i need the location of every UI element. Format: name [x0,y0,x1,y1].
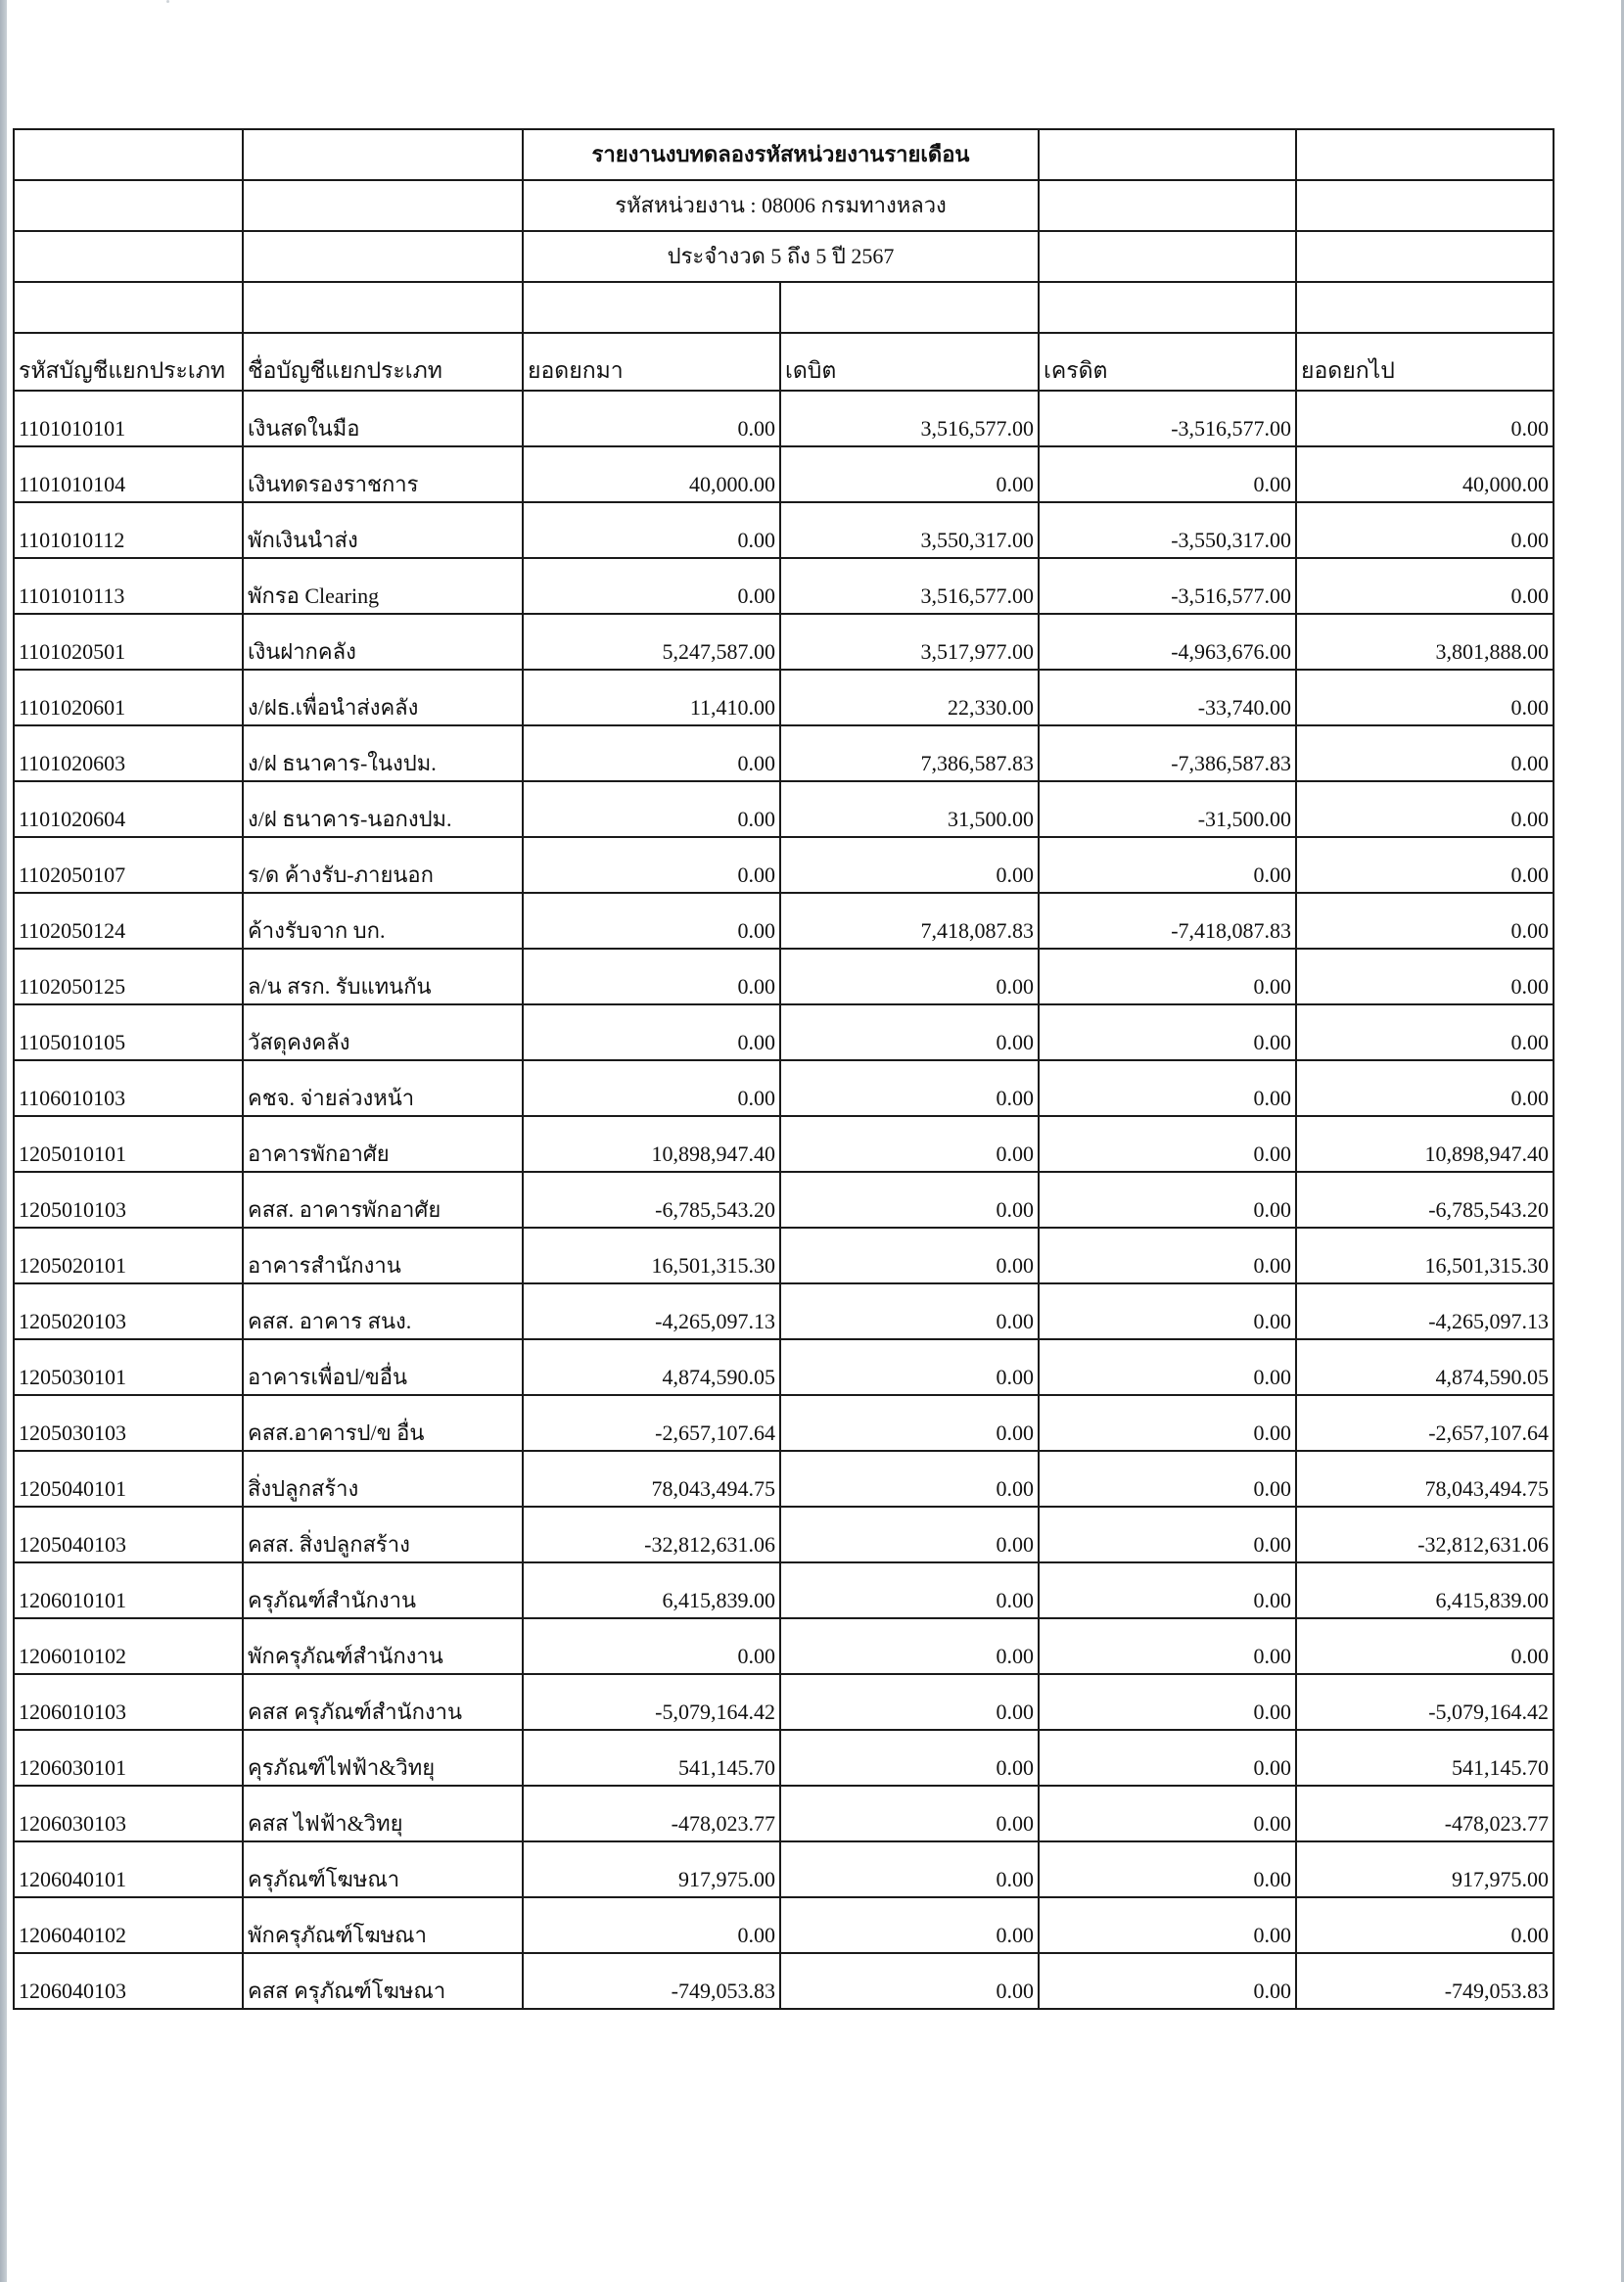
account-name: พักรอ Clearing [243,558,523,614]
carried-forward-value: 6,415,839.00 [1296,1562,1554,1618]
carried-forward-value: -5,079,164.42 [1296,1674,1554,1730]
account-name: พักเงินนำส่ง [243,502,523,558]
credit-value: 0.00 [1039,1395,1296,1451]
debit-value: 0.00 [780,1953,1039,2009]
credit-value: -31,500.00 [1039,781,1296,837]
brought-forward-value: 6,415,839.00 [523,1562,780,1618]
debit-value: 0.00 [780,837,1039,893]
table-row [14,1953,1554,2009]
account-name: ง/ฝธ.เพื่อนำส่งคลัง [243,670,523,725]
debit-value: 0.00 [780,949,1039,1004]
table-row [14,1116,1554,1172]
credit-value: 0.00 [1039,1897,1296,1953]
scan-speck [166,0,169,3]
header-credit: เครดิต [1039,333,1296,391]
credit-value: 0.00 [1039,1786,1296,1841]
account-code: 1205010103 [14,1172,243,1228]
brought-forward-value: 0.00 [523,1060,780,1116]
credit-value: 0.00 [1039,1283,1296,1339]
carried-forward-value: 0.00 [1296,391,1554,446]
credit-value: 0.00 [1039,1172,1296,1228]
brought-forward-value: -5,079,164.42 [523,1674,780,1730]
brought-forward-value: 4,874,590.05 [523,1339,780,1395]
account-code: 1102050107 [14,837,243,893]
empty-cell [1039,231,1296,282]
account-code: 1206030103 [14,1786,243,1841]
account-name: พักครุภัณฑ์สำนักงาน [243,1618,523,1674]
account-name: ครุภัณฑ์สำนักงาน [243,1562,523,1618]
account-code: 1206010101 [14,1562,243,1618]
account-code: 1101020601 [14,670,243,725]
account-code: 1205030101 [14,1339,243,1395]
debit-value: 3,517,977.00 [780,614,1039,670]
table-row [14,1060,1554,1116]
debit-value: 0.00 [780,1283,1039,1339]
empty-cell [1296,231,1554,282]
account-name: คสส ครุภัณฑ์โฆษณา [243,1953,523,2009]
account-code: 1206010102 [14,1618,243,1674]
report-period-row [14,231,1554,282]
table-row [14,502,1554,558]
brought-forward-value: -32,812,631.06 [523,1507,780,1562]
empty-cell [14,129,243,180]
account-code: 1206040101 [14,1841,243,1897]
report-title-row [14,129,1554,180]
debit-value: 31,500.00 [780,781,1039,837]
account-name: ครุภัณฑ์โฆษณา [243,1841,523,1897]
debit-value: 3,516,577.00 [780,558,1039,614]
credit-value: 0.00 [1039,1674,1296,1730]
debit-value: 0.00 [780,1618,1039,1674]
debit-value: 0.00 [780,1674,1039,1730]
credit-value: 0.00 [1039,1004,1296,1060]
brought-forward-value: 0.00 [523,725,780,781]
brought-forward-value: 0.00 [523,949,780,1004]
carried-forward-value: 0.00 [1296,893,1554,949]
account-name: เงินฝากคลัง [243,614,523,670]
carried-forward-value: 0.00 [1296,670,1554,725]
empty-cell [243,282,523,333]
debit-value: 0.00 [780,1339,1039,1395]
carried-forward-value: 0.00 [1296,781,1554,837]
account-name: อาคารพักอาศัย [243,1116,523,1172]
carried-forward-value: 0.00 [1296,949,1554,1004]
table-row [14,1730,1554,1786]
account-code: 1105010105 [14,1004,243,1060]
debit-value: 0.00 [780,1060,1039,1116]
carried-forward-value: 0.00 [1296,1618,1554,1674]
debit-value: 0.00 [780,1897,1039,1953]
account-code: 1102050125 [14,949,243,1004]
carried-forward-value: -6,785,543.20 [1296,1172,1554,1228]
debit-value: 0.00 [780,1172,1039,1228]
account-code: 1102050124 [14,893,243,949]
carried-forward-value: 0.00 [1296,1004,1554,1060]
debit-value: 0.00 [780,1507,1039,1562]
brought-forward-value: 0.00 [523,391,780,446]
brought-forward-value: -4,265,097.13 [523,1283,780,1339]
account-code: 1205040103 [14,1507,243,1562]
empty-cell [1039,180,1296,231]
brought-forward-value: 541,145.70 [523,1730,780,1786]
account-name: วัสดุคงคลัง [243,1004,523,1060]
account-code: 1206030101 [14,1730,243,1786]
debit-value: 0.00 [780,1004,1039,1060]
empty-cell [14,231,243,282]
carried-forward-value: -749,053.83 [1296,1953,1554,2009]
debit-value: 0.00 [780,1116,1039,1172]
empty-cell [14,180,243,231]
brought-forward-value: 16,501,315.30 [523,1228,780,1283]
account-code: 1101010113 [14,558,243,614]
table-row [14,725,1554,781]
credit-value: 0.00 [1039,837,1296,893]
empty-cell [243,180,523,231]
carried-forward-value: 3,801,888.00 [1296,614,1554,670]
account-code: 1101020603 [14,725,243,781]
debit-value: 7,418,087.83 [780,893,1039,949]
table-row [14,1283,1554,1339]
debit-value: 0.00 [780,1562,1039,1618]
brought-forward-value: 78,043,494.75 [523,1451,780,1507]
carried-forward-value: 541,145.70 [1296,1730,1554,1786]
credit-value: 0.00 [1039,1060,1296,1116]
account-code: 1206040102 [14,1897,243,1953]
debit-value: 0.00 [780,1451,1039,1507]
table-row [14,1339,1554,1395]
credit-value: 0.00 [1039,446,1296,502]
brought-forward-value: 11,410.00 [523,670,780,725]
credit-value: 0.00 [1039,1116,1296,1172]
table-row [14,1618,1554,1674]
brought-forward-value: -478,023.77 [523,1786,780,1841]
carried-forward-value: 0.00 [1296,558,1554,614]
carried-forward-value: -4,265,097.13 [1296,1283,1554,1339]
carried-forward-value: -2,657,107.64 [1296,1395,1554,1451]
carried-forward-value: -32,812,631.06 [1296,1507,1554,1562]
header-debit: เดบิต [780,333,1039,391]
table-row [14,1786,1554,1841]
credit-value: 0.00 [1039,1953,1296,2009]
credit-value: 0.00 [1039,1339,1296,1395]
credit-value: -4,963,676.00 [1039,614,1296,670]
trial-balance-table [13,128,1554,2010]
debit-value: 0.00 [780,1395,1039,1451]
table-row [14,893,1554,949]
account-code: 1206010103 [14,1674,243,1730]
brought-forward-value: 0.00 [523,837,780,893]
carried-forward-value: 4,874,590.05 [1296,1339,1554,1395]
carried-forward-value: 40,000.00 [1296,446,1554,502]
account-name: คสส.อาคารป/ข อื่น [243,1395,523,1451]
column-header-row [14,333,1554,391]
debit-value: 3,550,317.00 [780,502,1039,558]
table-row [14,670,1554,725]
brought-forward-value: 0.00 [523,558,780,614]
table-row [14,781,1554,837]
account-code: 1205030103 [14,1395,243,1451]
scan-border-left [0,0,7,2282]
brought-forward-value: 10,898,947.40 [523,1116,780,1172]
debit-value: 0.00 [780,1730,1039,1786]
account-name: คสส. อาคาร สนง. [243,1283,523,1339]
header-carried-forward: ยอดยกไป [1296,333,1554,391]
carried-forward-value: -478,023.77 [1296,1786,1554,1841]
table-row [14,1004,1554,1060]
empty-cell [1296,129,1554,180]
account-code: 1101020604 [14,781,243,837]
brought-forward-value: 0.00 [523,781,780,837]
credit-value: -7,418,087.83 [1039,893,1296,949]
account-name: คชจ. จ่ายล่วงหน้า [243,1060,523,1116]
credit-value: -3,550,317.00 [1039,502,1296,558]
account-code: 1101010101 [14,391,243,446]
brought-forward-value: -749,053.83 [523,1953,780,2009]
header-code: รหัสบัญชีแยกประเภท [14,333,243,391]
debit-value: 0.00 [780,1786,1039,1841]
brought-forward-value: 917,975.00 [523,1841,780,1897]
account-name: เงินสดในมือ [243,391,523,446]
table-row [14,1897,1554,1953]
account-name: คสส ไฟฟ้า&วิทยุ [243,1786,523,1841]
table-row [14,1841,1554,1897]
brought-forward-value: -6,785,543.20 [523,1172,780,1228]
table-row [14,837,1554,893]
debit-value: 0.00 [780,446,1039,502]
empty-cell [780,282,1039,333]
account-name: พักครุภัณฑ์โฆษณา [243,1897,523,1953]
brought-forward-value: 0.00 [523,893,780,949]
account-code: 1206040103 [14,1953,243,2009]
account-name: ง/ฝ ธนาคาร-ในงปม. [243,725,523,781]
empty-cell [243,231,523,282]
table-row [14,391,1554,446]
debit-value: 7,386,587.83 [780,725,1039,781]
account-name: คสส ครุภัณฑ์สำนักงาน [243,1674,523,1730]
carried-forward-value: 0.00 [1296,502,1554,558]
empty-cell [1039,282,1296,333]
carried-forward-value: 0.00 [1296,837,1554,893]
account-name: ล/น สรก. รับแทนกัน [243,949,523,1004]
brought-forward-value: -2,657,107.64 [523,1395,780,1451]
table-row [14,1562,1554,1618]
blank-row [14,282,1554,333]
account-name: ร/ด ค้างรับ-ภายนอก [243,837,523,893]
account-name: เงินทดรองราชการ [243,446,523,502]
report-unit: รหัสหน่วยงาน : 08006 กรมทางหลวง [523,180,1039,231]
account-name: ง/ฝ ธนาคาร-นอกงปม. [243,781,523,837]
credit-value: -3,516,577.00 [1039,558,1296,614]
carried-forward-value: 0.00 [1296,1897,1554,1953]
empty-cell [1296,180,1554,231]
debit-value: 0.00 [780,1841,1039,1897]
carried-forward-value: 0.00 [1296,1060,1554,1116]
credit-value: 0.00 [1039,1618,1296,1674]
carried-forward-value: 10,898,947.40 [1296,1116,1554,1172]
account-code: 1106010103 [14,1060,243,1116]
brought-forward-value: 0.00 [523,502,780,558]
header-brought-forward: ยอดยกมา [523,333,780,391]
table-row [14,949,1554,1004]
report-period: ประจำงวด 5 ถึง 5 ปี 2567 [523,231,1039,282]
account-code: 1101010104 [14,446,243,502]
table-row [14,446,1554,502]
carried-forward-value: 16,501,315.30 [1296,1228,1554,1283]
table-row [14,1228,1554,1283]
table-row [14,614,1554,670]
account-name: สิ่งปลูกสร้าง [243,1451,523,1507]
debit-value: 22,330.00 [780,670,1039,725]
account-name: คสส. อาคารพักอาศัย [243,1172,523,1228]
report-title: รายงานงบทดลองรหัสหน่วยงานรายเดือน [523,129,1039,180]
empty-cell [523,282,780,333]
account-code: 1205020103 [14,1283,243,1339]
account-code: 1205020101 [14,1228,243,1283]
account-name: คสส. สิ่งปลูกสร้าง [243,1507,523,1562]
table-row [14,1451,1554,1507]
table-row [14,1172,1554,1228]
debit-value: 0.00 [780,1228,1039,1283]
credit-value: 0.00 [1039,1507,1296,1562]
table-row [14,1507,1554,1562]
credit-value: -3,516,577.00 [1039,391,1296,446]
header-name: ชื่อบัญชีแยกประเภท [243,333,523,391]
brought-forward-value: 40,000.00 [523,446,780,502]
table-row [14,558,1554,614]
account-name: คุรภัณฑ์ไฟฟ้า&วิทยุ [243,1730,523,1786]
account-code: 1101020501 [14,614,243,670]
credit-value: 0.00 [1039,1228,1296,1283]
credit-value: 0.00 [1039,1451,1296,1507]
credit-value: 0.00 [1039,1730,1296,1786]
brought-forward-value: 0.00 [523,1618,780,1674]
credit-value: -33,740.00 [1039,670,1296,725]
table-row [14,1395,1554,1451]
account-code: 1205010101 [14,1116,243,1172]
carried-forward-value: 0.00 [1296,725,1554,781]
brought-forward-value: 0.00 [523,1897,780,1953]
debit-value: 3,516,577.00 [780,391,1039,446]
account-name: อาคารเพื่อป/ขอื่น [243,1339,523,1395]
account-name: ค้างรับจาก บก. [243,893,523,949]
brought-forward-value: 5,247,587.00 [523,614,780,670]
empty-cell [1296,282,1554,333]
credit-value: 0.00 [1039,1562,1296,1618]
credit-value: -7,386,587.83 [1039,725,1296,781]
account-name: อาคารสำนักงาน [243,1228,523,1283]
credit-value: 0.00 [1039,1841,1296,1897]
account-code: 1101010112 [14,502,243,558]
credit-value: 0.00 [1039,949,1296,1004]
report-unit-row [14,180,1554,231]
empty-cell [1039,129,1296,180]
empty-cell [243,129,523,180]
account-code: 1205040101 [14,1451,243,1507]
empty-cell [14,282,243,333]
carried-forward-value: 917,975.00 [1296,1841,1554,1897]
table-row [14,1674,1554,1730]
carried-forward-value: 78,043,494.75 [1296,1451,1554,1507]
brought-forward-value: 0.00 [523,1004,780,1060]
